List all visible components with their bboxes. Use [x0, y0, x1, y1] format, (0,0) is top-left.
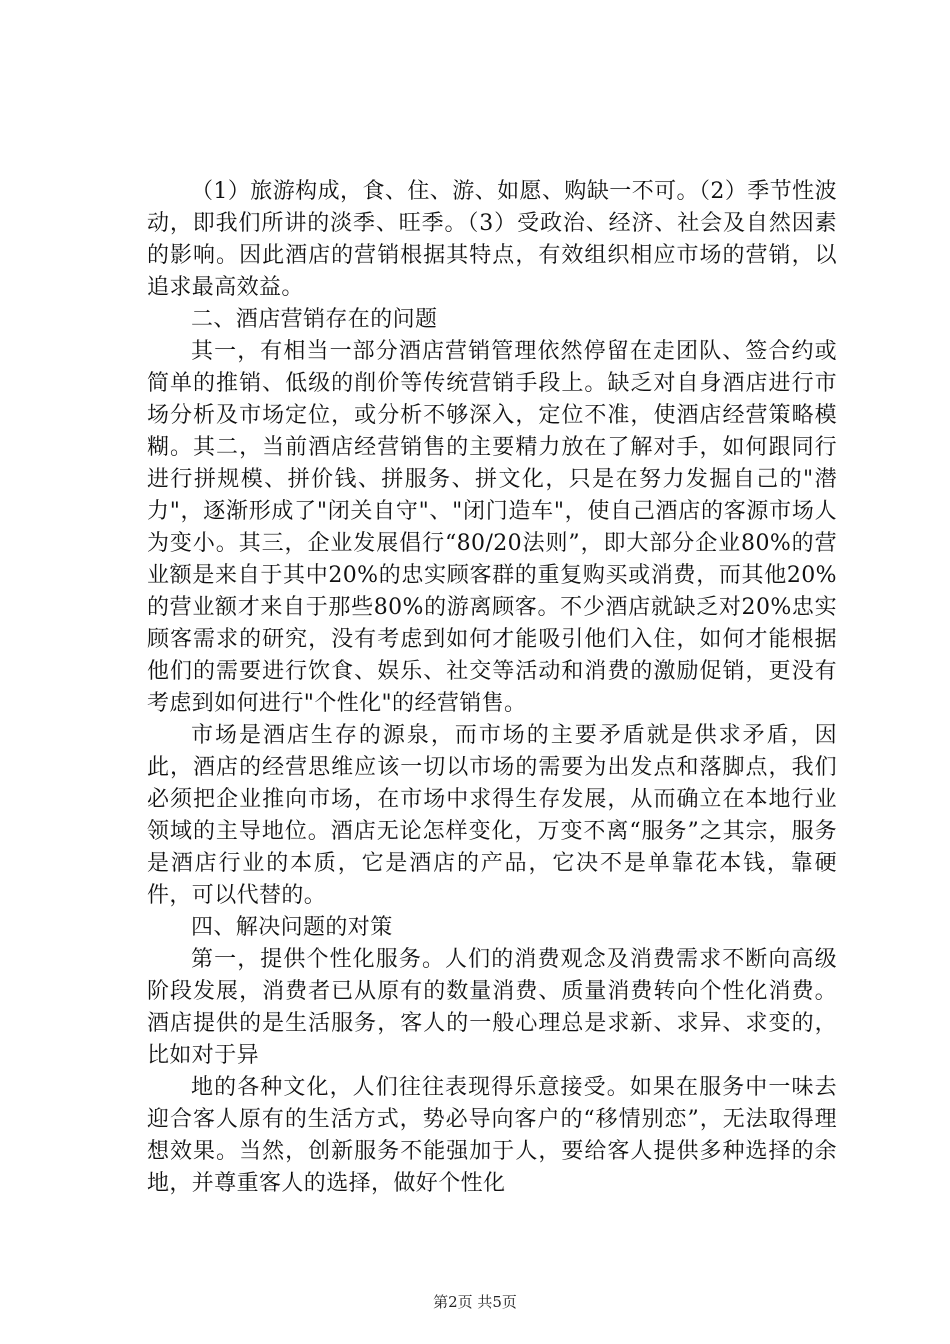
- section-heading-problems: 二、酒店营销存在的问题: [191, 307, 438, 332]
- paragraph-problems: 其一，有相当一部分酒店营销管理依然停留在走团队、签合约或简单的推销、低级的削价等传统营销手段上。缺乏对自身酒店进行市场分析及市场定位，或分析不够深入，定位不准，使酒店经营策略模糊。其二，当前酒店经营销售的主要精力放在了解对手，如何跟同行进行拼规模、拼价钱、拼服务、拼文化，只是在努力发掘自己的"潜力"，逐渐形成了"闭关自守"、"闭门造车"，使自己酒店的客源市场人为变小。其三，企业发展倡行“80/20法则”，即大部分企业80%的营业额是来自于其中20%的忠实顾客群的重复购买或消费，而其他20%的营业额才来自于那些80%的游离顾客。不少酒店就缺乏对20%忠实顾客需求的研究，没有考虑到如何才能吸引他们入住，如何才能根据他们的需要进行饮食、娱乐、社交等活动和消费的激励促销，更没有考虑到如何进行"个性化"的经营销售。: [147, 339, 837, 716]
- paragraph-personalized-service: 第一，提供个性化服务。人们的消费观念及消费需求不断向高级阶段发展，消费者已从原有的数量消费、质量消费转向个性化消费。酒店提供的是生活服务，客人的一般心理总是求新、求异、求变的，比如对于异: [147, 947, 837, 1068]
- paragraph-market: 市场是酒店生存的源泉，而市场的主要矛盾就是供求矛盾，因此，酒店的经营思维应该一切以市场的需要为出发点和落脚点，我们必须把企业推向市场，在市场中求得生存发展，从而确立在本地行业领域的主导地位。酒店无论怎样变化，万变不离“服务”之其宗，服务是酒店行业的本质，它是酒店的产品，它决不是单靠花本钱，靠硬件，可以代替的。: [147, 723, 837, 908]
- paragraph-personalized-service-continued: 地的各种文化，人们往往表现得乐意接受。如果在服务中一味去迎合客人原有的生活方式，势必导向客户的“移情别恋”，无法取得理想效果。当然，创新服务不能强加于人，要给客人提供多种选择的余地，并尊重客人的选择，做好个性化: [147, 1075, 837, 1196]
- paragraph-tourism-features: （1）旅游构成，食、住、游、如愿、购缺一不可。（2）季节性波动，即我们所讲的淡季、旺季。（3）受政治、经济、社会及自然因素的影响。因此酒店的营销根据其特点，有效组织相应市场的营销，以追求最高效益。: [147, 179, 837, 300]
- page-number-footer: 第2页 共5页: [433, 1293, 517, 1311]
- document-body: [147, 176, 837, 1200]
- section-heading-solutions: 四、解决问题的对策: [191, 915, 393, 940]
